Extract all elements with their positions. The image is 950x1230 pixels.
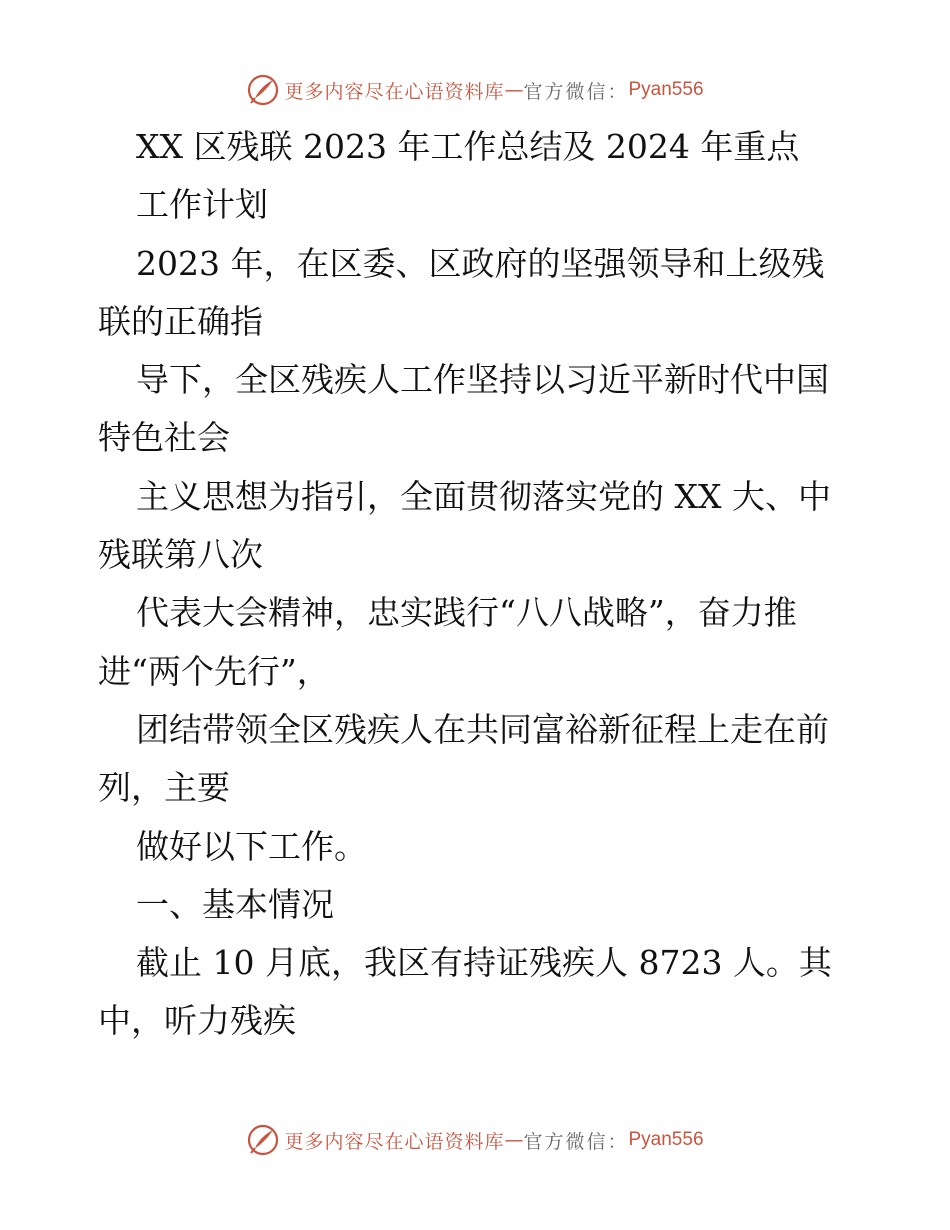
doc-paragraph-line: 联的正确指 [98,301,263,341]
watermark-wechat-id: Pyan556 [628,79,704,100]
quill-logo-icon [246,73,280,107]
header-watermark [0,70,950,110]
doc-title-line: 工作计划 [136,185,268,225]
watermark-separator: — [504,1129,524,1151]
watermark-wechat-id: Pyan556 [628,1129,704,1150]
doc-paragraph-line: 团结带领全区残疾人在共同富裕新征程上走在前 [136,709,829,749]
doc-paragraph-line: 中，听力残疾 [98,1001,296,1041]
doc-paragraph-line: 主义思想为指引，全面贯彻落实党的 XX 大、中 [136,476,831,516]
watermark-text: 更多内容尽在心语资料库 [284,80,505,103]
doc-title-line: XX 区残联 2023 年工作总结及 2024 年重点 [136,127,800,166]
doc-paragraph-line: 残联第八次 [98,535,263,575]
watermark-separator: — [504,79,524,101]
watermark-wechat-label: 官方微信： [523,80,629,103]
quill-logo-icon [246,1123,280,1157]
doc-paragraph-line: 列，主要 [98,768,230,808]
watermark-wechat-label: 官方微信： [523,1130,629,1153]
doc-paragraph-line: 特色社会 [98,418,230,458]
doc-paragraph-line: 2023 年，在区委、区政府的坚强领导和上级残 [136,243,825,283]
doc-paragraph-line: 代表大会精神，忠实践行“八八战略”，奋力推 [136,593,797,633]
document-body [98,118,868,1051]
doc-paragraph-line: 导下，全区残疾人工作坚持以习近平新时代中国 [136,360,829,400]
doc-paragraph-line: 截止 10 月底，我区有持证残疾人 8723 人。其 [136,943,832,983]
doc-paragraph-line: 做好以下工作。 [136,826,367,866]
watermark-text: 更多内容尽在心语资料库 [284,1130,505,1153]
doc-paragraph-line: 进“两个先行”， [98,651,330,691]
section-heading: 一、基本情况 [136,884,334,924]
footer-watermark [0,1120,950,1160]
